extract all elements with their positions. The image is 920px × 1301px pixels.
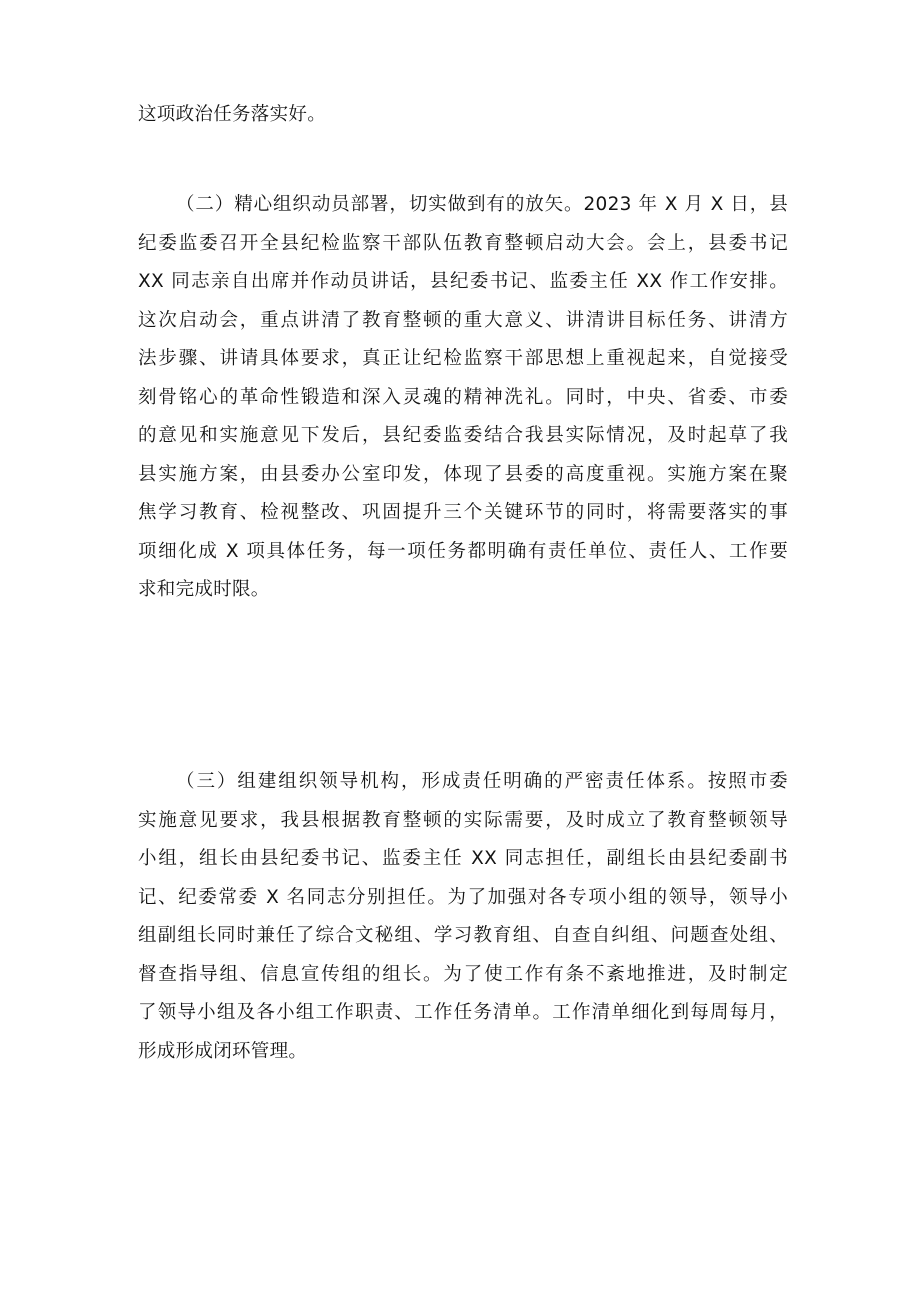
text-line: 纪委监委召开全县纪检监察干部队伍教育整顿启动大会。会上，县委书记 <box>138 232 788 254</box>
text-line: 小组，组长由县纪委书记、监委主任 XX 同志担任，副组长由县纪委副书 <box>138 848 788 869</box>
text-line: 了领导小组及各小组工作职责、工作任务清单。工作清单细化到每周每月， <box>138 1002 788 1023</box>
text-line: （三）组建组织领导机构，形成责任明确的严密责任体系。按照市委 <box>176 771 788 792</box>
text-line: 督查指导组、信息宣传组的组长。为了使工作有条不紊地推进，及时制定 <box>138 963 788 985</box>
text-line: 实施意见要求，我县根据教育整顿的实际需要，及时成立了教育整顿领导 <box>138 809 788 831</box>
text-line: 这次启动会，重点讲清了教育整顿的重大意义、讲清讲目标任务、讲清方 <box>138 309 788 331</box>
text-line: 的意见和实施意见下发后，县纪委监委结合我县实际情况，及时起草了我 <box>138 425 788 446</box>
text-line: 县实施方案，由县委办公室印发，体现了县委的高度重视。实施方案在聚 <box>138 463 788 485</box>
text-line: 法步骤、讲请具体要求，真正让纪检监察干部思想上重视起来，自觉接受 <box>138 348 788 369</box>
text-line: 求和完成时限。 <box>138 579 270 600</box>
text-line: （二）精心组织动员部署，切实做到有的放矢。2023 年 X 月 X 日，县 <box>176 194 788 215</box>
paragraph-continuation <box>138 96 788 135</box>
text-line: 刻骨铭心的革命性锻造和深入灵魂的精神洗礼。同时，中央、省委、市委 <box>138 386 788 408</box>
text-line: XX 同志亲自出席并作动员讲话，县纪委书记、监委主任 XX 作工作安排。 <box>138 271 788 292</box>
paragraph-section-2 <box>138 186 788 610</box>
text-line: 焦学习教育、检视整改、巩固提升三个关键环节的同时，将需要落实的事 <box>138 502 788 523</box>
text-line: 组副组长同时兼任了综合文秘组、学习教育组、自查自纠组、问题查处组、 <box>138 925 788 946</box>
text-line: 形成形成闭环管理。 <box>138 1040 308 1062</box>
text-line: 这项政治任务落实好。 <box>138 104 327 125</box>
text-line: 记、纪委常委 X 名同志分别担任。为了加强对各专项小组的领导，领导小 <box>138 886 788 908</box>
text-line: 项细化成 X 项具体任务，每一项任务都明确有责任单位、责任人、工作要 <box>138 540 788 562</box>
paragraph-section-3 <box>138 763 788 1071</box>
